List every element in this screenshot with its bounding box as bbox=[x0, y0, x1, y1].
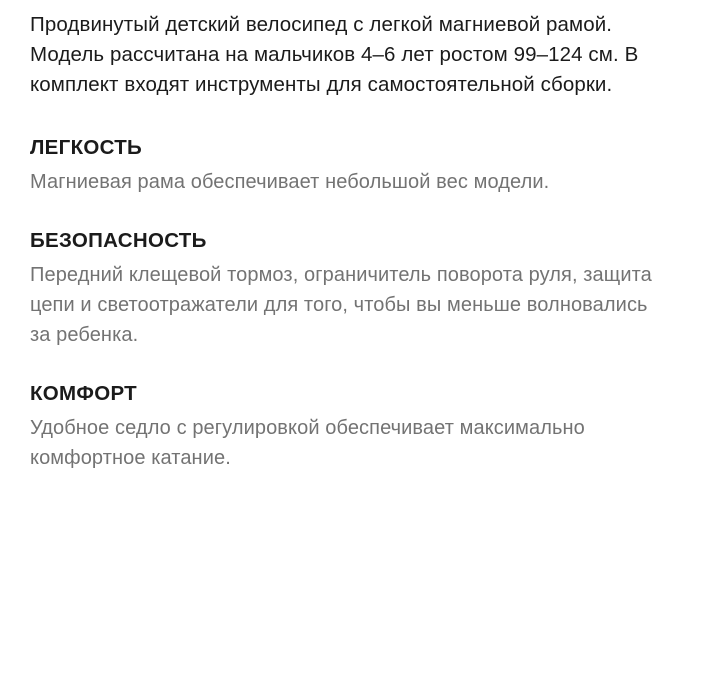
feature-body: Магниевая рама обеспечивает небольшой вес модели. bbox=[30, 171, 550, 193]
feature-title: БЕЗОПАСНОСТЬ bbox=[30, 229, 207, 252]
feature-section-comfort bbox=[30, 380, 678, 473]
feature-title: ЛЕГКОСТЬ bbox=[30, 136, 143, 159]
feature-body: Передний клещевой тормоз, ограничитель поворота руля, защита цепи и светоотражатели для того, чтобы вы меньше волновались за ребенка. bbox=[30, 264, 652, 346]
feature-section-lightness bbox=[30, 134, 678, 197]
feature-section-safety bbox=[30, 227, 678, 350]
product-intro-paragraph: Продвинутый детский велосипед с легкой магниевой рамой. Модель рассчитана на мальчиков 4–6 лет ростом 99–124 см. В комплект входят инструменты для самостоятельной сборки. bbox=[30, 13, 639, 96]
feature-title: КОМФОРТ bbox=[30, 382, 138, 405]
feature-body: Удобное седло с регулировкой обеспечивает максимально комфортное катание. bbox=[30, 417, 585, 469]
